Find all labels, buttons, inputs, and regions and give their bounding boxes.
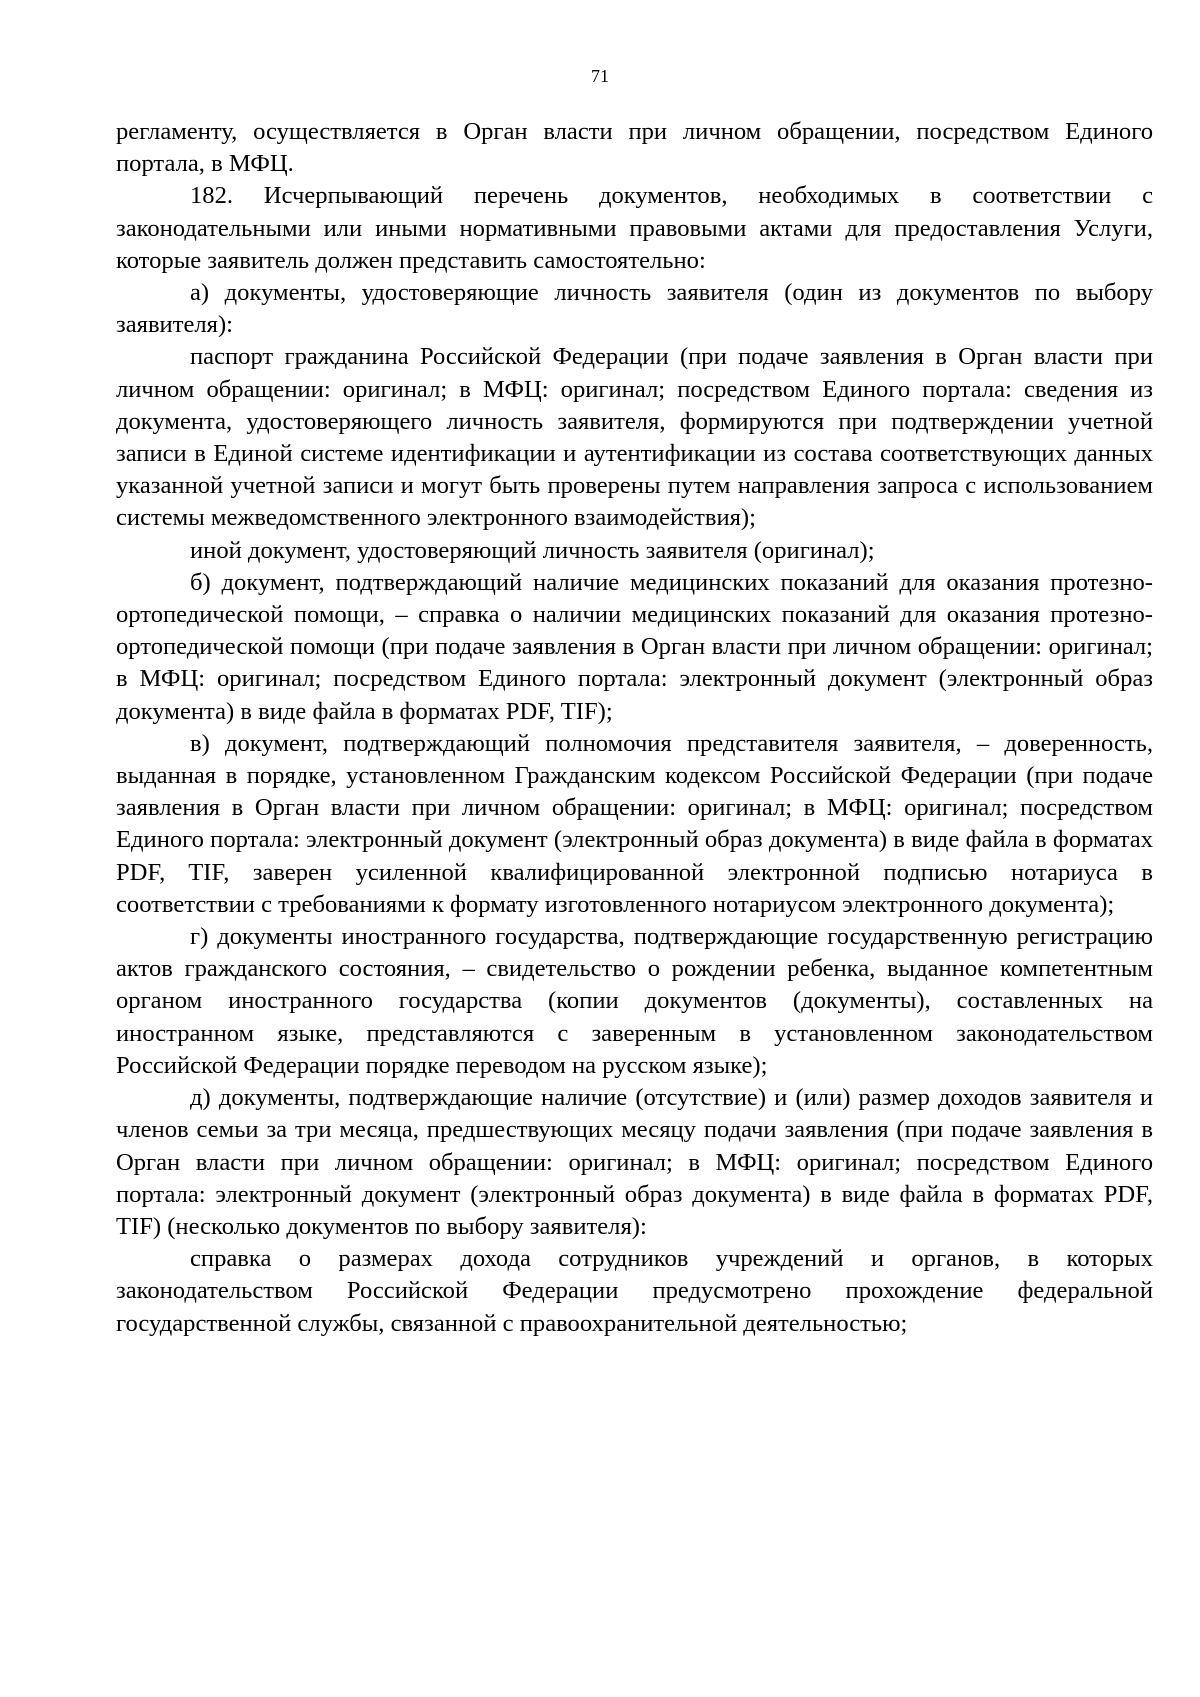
paragraph-item-g: г) документы иностранного государства, подтверждающие государственную регистрацию актов гражданского состояния, – свидетельство о рождении ребенка, выданное компетентным органом иностранного государства (копии документов (документы), составленных на иностранном языке, представляются с заверенным в установленном законодательством Российской Федерации порядке переводом на русском языке); <box>116 923 1153 1079</box>
paragraph-item-v: в) документ, подтверждающий полномочия представителя заявителя, – доверенность, выданная в порядке, установленном Гражданским кодексом Российской Федерации (при подаче заявления в Орган власти при личном обращении: оригинал; в МФЦ: оригинал; посредством Единого портала: электронный документ (электронный образ документа) в виде файла в форматах PDF, TIF, заверен усиленной квалифицированной электронной подписью нотариуса в соответствии с требованиями к формату изготовленного нотариусом электронного документа); <box>116 729 1153 918</box>
paragraph-income-certificate: справка о размерах дохода сотрудников учреждений и органов, в которых законодательством Российской Федерации предусмотрено прохождение федеральной государственной службы, связанной с правоохранительной деятельностью; <box>116 1245 1153 1337</box>
page-number: 71 <box>591 66 609 86</box>
paragraph-item-d: д) документы, подтверждающие наличие (отсутствие) и (или) размер доходов заявителя и членов семьи за три месяца, предшествующих месяцу подачи заявления (при подаче заявления в Орган власти при личном обращении: оригинал; в МФЦ: оригинал; посредством Единого портала: электронный документ (электронный образ документа) в виде файла в форматах PDF, TIF) (несколько документов по выбору заявителя): <box>116 1084 1153 1240</box>
paragraph-continuation: регламенту, осуществляется в Орган власти при личном обращении, посредством Единого портала, в МФЦ. <box>116 118 1153 178</box>
paragraph-item-182: 182. Исчерпывающий перечень документов, необходимых в соответствии с законодательными или иными нормативными правовыми актами для предоставления Услуги, которые заявитель должен представить самостоятельно: <box>116 182 1153 274</box>
paragraph-item-b: б) документ, подтверждающий наличие медицинских показаний для оказания протезно-ортопедической помощи, – справка о наличии медицинских показаний для оказания протезно-ортопедической помощи (при подаче заявления в Орган власти при личном обращении: оригинал; в МФЦ: оригинал; посредством Единого портала: электронный документ (электронный образ документа) в виде файла в форматах PDF, TIF); <box>116 568 1153 725</box>
paragraph-item-a: а) документы, удостоверяющие личность заявителя (один из документов по выбору заявителя): <box>116 279 1153 339</box>
paragraph-passport: паспорт гражданина Российской Федерации (при подаче заявления в Орган власти при личном обращении: оригинал; в МФЦ: оригинал; посредством Единого портала: сведения из документа, удостоверяющего личность заявителя, формируются при подтверждении учетной записи в Единой системе идентификации и аутентификации из состава соответствующих данных указанной учетной записи и могут быть проверены путем направления запроса с использованием системы межведомственного электронного взаимодействия); <box>116 343 1153 532</box>
document-body <box>116 116 1153 1340</box>
paragraph-other-id: иной документ, удостоверяющий личность заявителя (оригинал); <box>190 536 875 564</box>
